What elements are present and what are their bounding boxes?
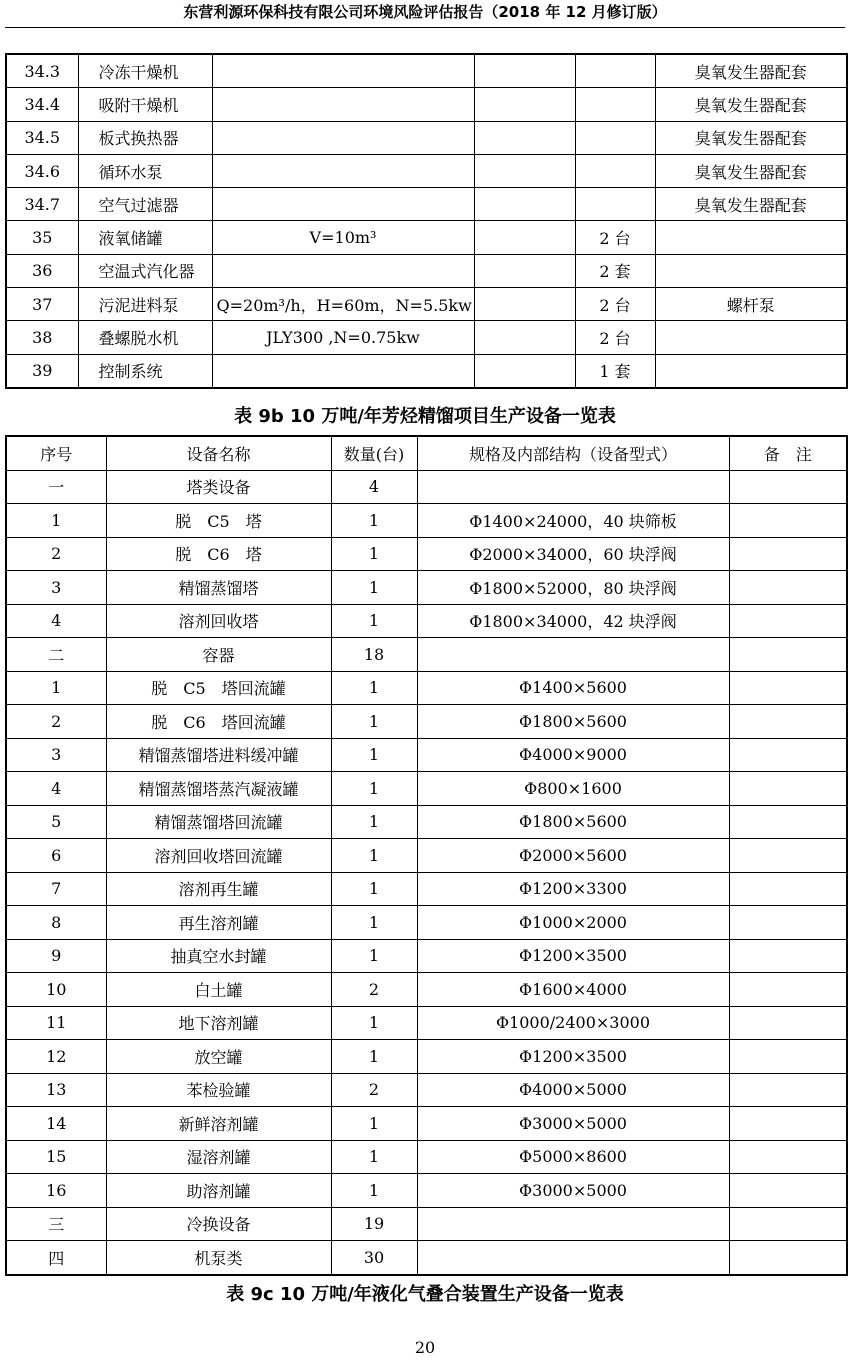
- equipment-quantity: [575, 121, 655, 154]
- equipment-note: [729, 738, 847, 772]
- equipment-spec: Φ1800×5600: [417, 805, 729, 839]
- equipment-quantity: 1: [331, 1006, 417, 1040]
- row-number: 13: [6, 1073, 106, 1107]
- row-number: 34.4: [6, 88, 78, 121]
- equipment-spec: [417, 470, 729, 504]
- equipment-note: [729, 772, 847, 806]
- table-row: [6, 88, 847, 121]
- equipment-name: 脱 C5 塔: [106, 504, 331, 538]
- row-number: 1: [6, 671, 106, 705]
- equipment-spec: Q=20m³/h，H=60m，N=5.5kw: [212, 288, 474, 321]
- equipment-name: 溶剂回收塔: [106, 604, 331, 638]
- table-row: [6, 1207, 847, 1241]
- equipment-spec: Φ4000×9000: [417, 738, 729, 772]
- equipment-name: 地下溶剂罐: [106, 1006, 331, 1040]
- equipment-name: 板式换热器: [78, 121, 212, 154]
- equipment-note: [655, 254, 847, 287]
- table-row: [6, 738, 847, 772]
- table-row: [6, 973, 847, 1007]
- equipment-name: 精馏蒸馏塔蒸汽凝液罐: [106, 772, 331, 806]
- equipment-name: 吸附干燥机: [78, 88, 212, 121]
- equipment-spec: [212, 88, 474, 121]
- equipment-note: [729, 872, 847, 906]
- table-9b: [5, 435, 848, 1276]
- equipment-spec: Φ1400×24000，40 块筛板: [417, 504, 729, 538]
- table-row: [6, 906, 847, 940]
- row-number: 36: [6, 254, 78, 287]
- row-number: 5: [6, 805, 106, 839]
- table-row: [6, 1073, 847, 1107]
- equipment-name: 空气过滤器: [78, 188, 212, 221]
- empty-cell: [474, 354, 575, 388]
- equipment-name: 湿溶剂罐: [106, 1140, 331, 1174]
- empty-cell: [474, 288, 575, 321]
- page-number: 20: [414, 1338, 436, 1357]
- equipment-quantity: 2 套: [575, 254, 655, 287]
- table-row: [6, 154, 847, 187]
- row-number: 12: [6, 1040, 106, 1074]
- equipment-spec: Φ4000×5000: [417, 1073, 729, 1107]
- equipment-quantity: 1: [331, 671, 417, 705]
- row-number: 37: [6, 288, 78, 321]
- equipment-spec: Φ3000×5000: [417, 1174, 729, 1208]
- header-rule: [5, 27, 845, 28]
- equipment-note: [729, 1140, 847, 1174]
- equipment-quantity: 2: [331, 1073, 417, 1107]
- equipment-spec: [212, 121, 474, 154]
- row-number: 16: [6, 1174, 106, 1208]
- table-row: [6, 321, 847, 354]
- equipment-quantity: 1 套: [575, 354, 655, 388]
- equipment-name: 精馏蒸馏塔: [106, 571, 331, 605]
- table-row: [6, 354, 847, 388]
- table-row: [6, 805, 847, 839]
- equipment-name: 脱 C6 塔回流罐: [106, 705, 331, 739]
- equipment-quantity: [575, 188, 655, 221]
- row-number: 一: [6, 470, 106, 504]
- table-row: [6, 1107, 847, 1141]
- equipment-note: [655, 354, 847, 388]
- equipment-note: [729, 1107, 847, 1141]
- equipment-spec: Φ1000/2400×3000: [417, 1006, 729, 1040]
- empty-cell: [474, 154, 575, 187]
- equipment-note: [729, 537, 847, 571]
- equipment-spec: Φ1000×2000: [417, 906, 729, 940]
- equipment-name: 新鲜溶剂罐: [106, 1107, 331, 1141]
- row-number: 39: [6, 354, 78, 388]
- equipment-quantity: 1: [331, 1174, 417, 1208]
- equipment-note: [729, 604, 847, 638]
- table-row: [6, 939, 847, 973]
- equipment-spec: V=10m³: [212, 221, 474, 254]
- table-row: [6, 772, 847, 806]
- equipment-note: [729, 839, 847, 873]
- equipment-spec: Φ1800×52000，80 块浮阀: [417, 571, 729, 605]
- equipment-name: 液氧储罐: [78, 221, 212, 254]
- header-spec: 规格及内部结构（设备型式）: [417, 436, 729, 470]
- table-row: [6, 288, 847, 321]
- empty-cell: [474, 121, 575, 154]
- row-number: 10: [6, 973, 106, 1007]
- table-row: [6, 571, 847, 605]
- header-note: 备 注: [729, 436, 847, 470]
- equipment-note: [655, 221, 847, 254]
- equipment-quantity: 1: [331, 872, 417, 906]
- equipment-note: [729, 571, 847, 605]
- table-row: [6, 470, 847, 504]
- equipment-quantity: 2: [331, 973, 417, 1007]
- table-row: [6, 1006, 847, 1040]
- row-number: 三: [6, 1207, 106, 1241]
- equipment-name: 抽真空水封罐: [106, 939, 331, 973]
- table-row: [6, 1174, 847, 1208]
- equipment-name: 溶剂再生罐: [106, 872, 331, 906]
- equipment-name: 污泥进料泵: [78, 288, 212, 321]
- equipment-note: [655, 321, 847, 354]
- equipment-quantity: 1: [331, 705, 417, 739]
- row-number: 6: [6, 839, 106, 873]
- equipment-name: 精馏蒸馏塔回流罐: [106, 805, 331, 839]
- equipment-quantity: [575, 54, 655, 88]
- table-row: [6, 188, 847, 221]
- equipment-spec: Φ1200×3500: [417, 1040, 729, 1074]
- equipment-note: [729, 1006, 847, 1040]
- empty-cell: [474, 321, 575, 354]
- equipment-spec: Φ5000×8600: [417, 1140, 729, 1174]
- equipment-name: 助溶剂罐: [106, 1174, 331, 1208]
- equipment-quantity: [575, 154, 655, 187]
- equipment-name: 苯检验罐: [106, 1073, 331, 1107]
- equipment-name: 容器: [106, 638, 331, 672]
- table-row: [6, 839, 847, 873]
- table-9c-caption: 表 9c 10 万吨/年液化气叠合装置生产设备一览表: [226, 1284, 624, 1305]
- equipment-note: [729, 638, 847, 672]
- row-number: 7: [6, 872, 106, 906]
- row-number: 四: [6, 1241, 106, 1275]
- equipment-note: [729, 939, 847, 973]
- equipment-note: 臭氧发生器配套: [655, 54, 847, 88]
- equipment-note: [729, 470, 847, 504]
- equipment-quantity: 1: [331, 772, 417, 806]
- equipment-spec: Φ1200×3500: [417, 939, 729, 973]
- equipment-spec: [212, 254, 474, 287]
- equipment-note: [729, 1073, 847, 1107]
- equipment-quantity: 2 台: [575, 321, 655, 354]
- equipment-spec: Φ1200×3300: [417, 872, 729, 906]
- equipment-quantity: 19: [331, 1207, 417, 1241]
- row-number: 8: [6, 906, 106, 940]
- equipment-name: 空温式汽化器: [78, 254, 212, 287]
- equipment-spec: Φ1600×4000: [417, 973, 729, 1007]
- equipment-note: 臭氧发生器配套: [655, 154, 847, 187]
- equipment-name: 冷换设备: [106, 1207, 331, 1241]
- row-number: 9: [6, 939, 106, 973]
- row-number: 1: [6, 504, 106, 538]
- equipment-note: 臭氧发生器配套: [655, 188, 847, 221]
- row-number: 3: [6, 738, 106, 772]
- empty-cell: [474, 88, 575, 121]
- equipment-spec: [417, 1207, 729, 1241]
- equipment-note: [729, 1174, 847, 1208]
- row-number: 2: [6, 705, 106, 739]
- equipment-quantity: 1: [331, 537, 417, 571]
- table-row: [6, 221, 847, 254]
- equipment-spec: [212, 354, 474, 388]
- equipment-quantity: 2 台: [575, 221, 655, 254]
- equipment-name: 溶剂回收塔回流罐: [106, 839, 331, 873]
- row-number: 38: [6, 321, 78, 354]
- row-number: 3: [6, 571, 106, 605]
- equipment-spec: Φ3000×5000: [417, 1107, 729, 1141]
- table-row: [6, 254, 847, 287]
- equipment-spec: Φ800×1600: [417, 772, 729, 806]
- empty-cell: [474, 254, 575, 287]
- table-9b-caption: 表 9b 10 万吨/年芳烃精馏项目生产设备一览表: [234, 406, 616, 427]
- equipment-quantity: 1: [331, 504, 417, 538]
- row-number: 4: [6, 604, 106, 638]
- equipment-quantity: 1: [331, 1107, 417, 1141]
- equipment-quantity: 1: [331, 738, 417, 772]
- equipment-name: 冷冻干燥机: [78, 54, 212, 88]
- equipment-name: 放空罐: [106, 1040, 331, 1074]
- table-row: [6, 671, 847, 705]
- equipment-spec: Φ2000×5600: [417, 839, 729, 873]
- equipment-note: 臭氧发生器配套: [655, 88, 847, 121]
- table-row: [6, 705, 847, 739]
- row-number: 11: [6, 1006, 106, 1040]
- equipment-quantity: 1: [331, 805, 417, 839]
- equipment-quantity: 4: [331, 470, 417, 504]
- equipment-spec: Φ2000×34000，60 块浮阀: [417, 537, 729, 571]
- equipment-spec: [417, 1241, 729, 1275]
- row-number: 35: [6, 221, 78, 254]
- equipment-quantity: 1: [331, 939, 417, 973]
- equipment-note: [729, 973, 847, 1007]
- equipment-name: 白土罐: [106, 973, 331, 1007]
- table-row: [6, 1040, 847, 1074]
- row-number: 二: [6, 638, 106, 672]
- equipment-note: [729, 906, 847, 940]
- page-header: 东营利源环保科技有限公司环境风险评估报告（2018 年 12 月修订版）: [183, 3, 667, 21]
- equipment-note: [729, 1207, 847, 1241]
- table-row: [6, 872, 847, 906]
- empty-cell: [474, 188, 575, 221]
- equipment-quantity: 1: [331, 604, 417, 638]
- row-number: 4: [6, 772, 106, 806]
- row-number: 2: [6, 537, 106, 571]
- equipment-spec: [212, 54, 474, 88]
- row-number: 34.5: [6, 121, 78, 154]
- equipment-name: 脱 C5 塔回流罐: [106, 671, 331, 705]
- equipment-quantity: [575, 88, 655, 121]
- equipment-quantity: 1: [331, 1140, 417, 1174]
- equipment-note: [729, 705, 847, 739]
- empty-cell: [474, 221, 575, 254]
- equipment-name: 机泵类: [106, 1241, 331, 1275]
- table-row: [6, 537, 847, 571]
- equipment-spec: [212, 188, 474, 221]
- equipment-spec: JLY300 ,N=0.75kw: [212, 321, 474, 354]
- equipment-note: [729, 805, 847, 839]
- equipment-note: 臭氧发生器配套: [655, 121, 847, 154]
- equipment-name: 控制系统: [78, 354, 212, 388]
- equipment-name: 叠螺脱水机: [78, 321, 212, 354]
- equipment-quantity: 1: [331, 1040, 417, 1074]
- equipment-name: 塔类设备: [106, 470, 331, 504]
- equipment-spec: [212, 154, 474, 187]
- equipment-note: 螺杆泵: [655, 288, 847, 321]
- equipment-name: 再生溶剂罐: [106, 906, 331, 940]
- header-name: 设备名称: [106, 436, 331, 470]
- equipment-quantity: 1: [331, 571, 417, 605]
- table-row: [6, 1140, 847, 1174]
- equipment-name: 脱 C6 塔: [106, 537, 331, 571]
- equipment-note: [729, 504, 847, 538]
- header-qty: 数量(台): [331, 436, 417, 470]
- row-number: 34.6: [6, 154, 78, 187]
- equipment-quantity: 30: [331, 1241, 417, 1275]
- equipment-quantity: 2 台: [575, 288, 655, 321]
- equipment-note: [729, 1241, 847, 1275]
- equipment-table-continued: [5, 53, 848, 389]
- equipment-quantity: 18: [331, 638, 417, 672]
- table-row: [6, 638, 847, 672]
- equipment-spec: [417, 638, 729, 672]
- table-9b-header-row: [6, 436, 847, 470]
- row-number: 14: [6, 1107, 106, 1141]
- table-row: [6, 121, 847, 154]
- table-row: [6, 504, 847, 538]
- table-row: [6, 54, 847, 88]
- header-no: 序号: [6, 436, 106, 470]
- equipment-spec: Φ1400×5600: [417, 671, 729, 705]
- table-row: [6, 604, 847, 638]
- row-number: 34.7: [6, 188, 78, 221]
- equipment-quantity: 1: [331, 906, 417, 940]
- table-row: [6, 1241, 847, 1275]
- empty-cell: [474, 54, 575, 88]
- equipment-spec: Φ1800×34000，42 块浮阀: [417, 604, 729, 638]
- row-number: 15: [6, 1140, 106, 1174]
- equipment-quantity: 1: [331, 839, 417, 873]
- equipment-name: 精馏蒸馏塔进料缓冲罐: [106, 738, 331, 772]
- equipment-name: 循环水泵: [78, 154, 212, 187]
- equipment-spec: Φ1800×5600: [417, 705, 729, 739]
- equipment-note: [729, 671, 847, 705]
- row-number: 34.3: [6, 54, 78, 88]
- equipment-note: [729, 1040, 847, 1074]
